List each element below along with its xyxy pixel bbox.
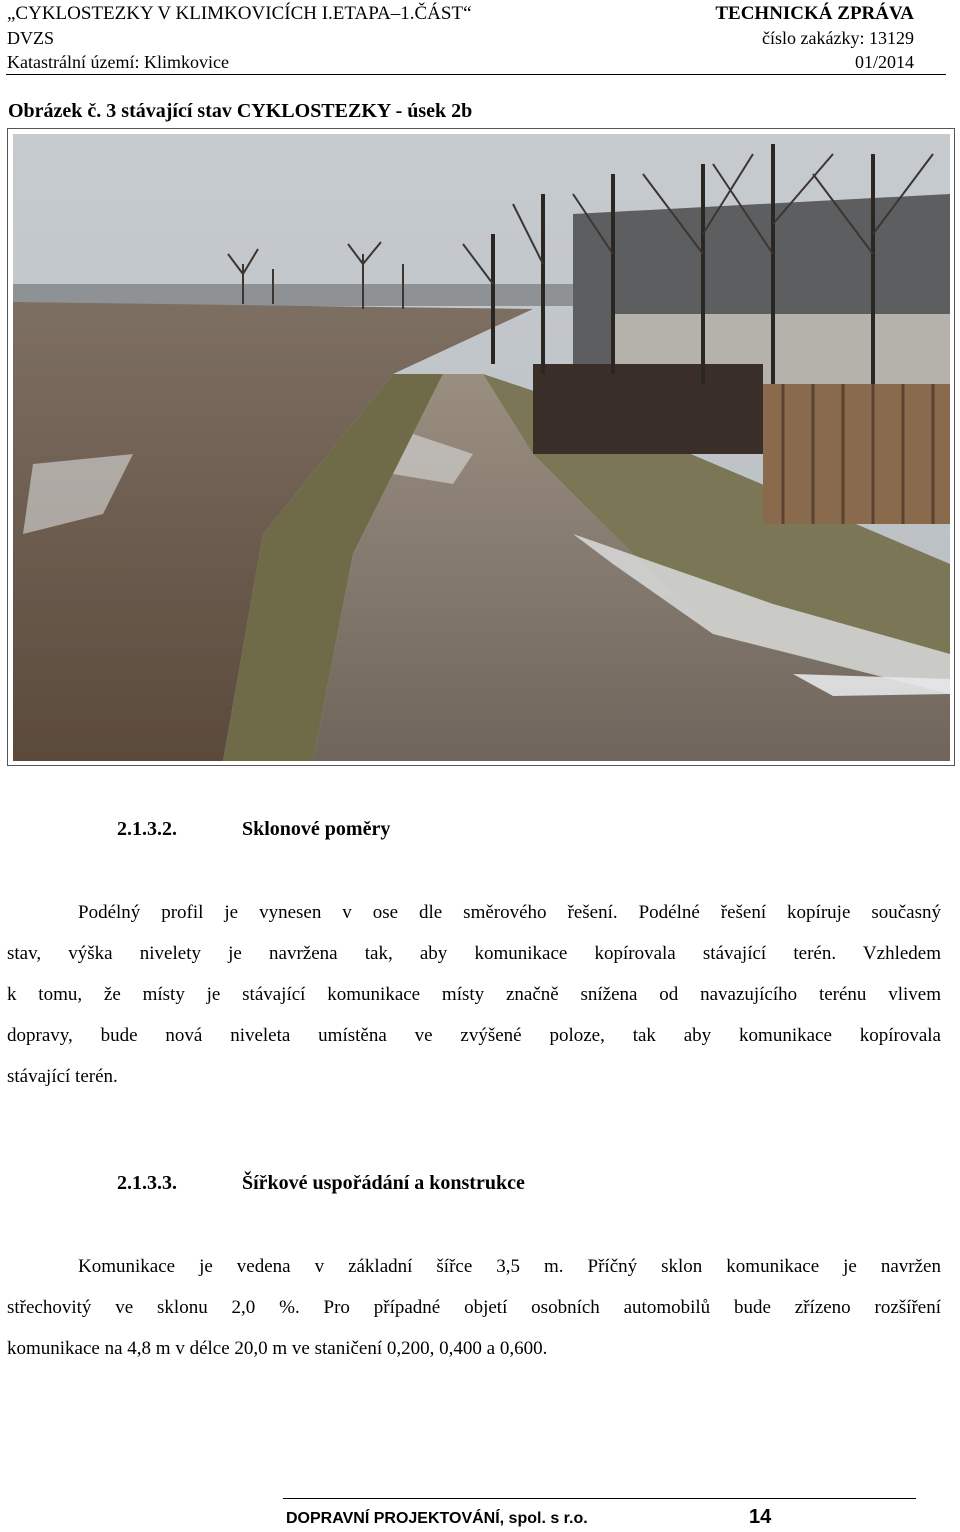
paragraph-line: k tomu, že místy je stávající komunikace místy značně snížena od navazujícího terénu vlivem: [7, 984, 941, 1005]
cadastral-area: Katastrální území: Klimkovice: [7, 52, 229, 72]
footer-divider: [283, 1498, 916, 1499]
page-number: 14: [749, 1506, 772, 1528]
figure-frame: [7, 128, 955, 766]
section-number: 2.1.3.2.: [117, 818, 177, 840]
stage-label: DVZS: [7, 28, 55, 48]
header-row-stage: [7, 27, 914, 49]
order-number: číslo zakázky: 13129: [762, 28, 914, 48]
paragraph-line: Podélný profil je vynesen v ose dle směrového řešení. Podélné řešení kopíruje současný: [78, 902, 941, 923]
header-divider: [6, 74, 946, 75]
paragraph-line: dopravy, bude nová niveleta umístěna ve zvýšené poloze, tak aby komunikace kopírovala: [7, 1025, 941, 1046]
paragraph-line: střechovitý ve sklonu 2,0 %. Pro případné objetí osobních automobilů bude zřízeno rozšíření: [7, 1297, 941, 1318]
section-title: Sklonové poměry: [242, 818, 391, 840]
project-title: „CYKLOSTEZKY V KLIMKOVICÍCH I.ETAPA–1.ČÁST“: [7, 3, 472, 24]
header-row-title: [7, 3, 914, 25]
doc-type: TECHNICKÁ ZPRÁVA: [715, 3, 914, 24]
footer-company: DOPRAVNÍ PROJEKTOVÁNÍ, spol. s r.o.: [286, 1510, 588, 1527]
figure-photo: [13, 134, 950, 761]
paragraph: [7, 1246, 941, 1369]
document-date: 01/2014: [854, 52, 914, 72]
paragraph-line: stávající terén.: [7, 1066, 118, 1087]
section-number: 2.1.3.3.: [117, 1172, 177, 1194]
paragraph-line: Komunikace je vedena v základní šířce 3,5 m. Příčný sklon komunikace je navržen: [78, 1256, 941, 1277]
section-title: Šířkové uspořádání a konstrukce: [242, 1172, 525, 1194]
header-row-area: [7, 51, 914, 73]
figure-caption: Obrázek č. 3 stávající stav CYKLOSTEZKY - úsek 2b: [8, 100, 473, 122]
paragraph: [7, 892, 941, 1097]
paragraph-line: komunikace na 4,8 m v délce 20,0 m ve staničení 0,200, 0,400 a 0,600.: [7, 1338, 548, 1359]
paragraph-line: stav, výška nivelety je navržena tak, aby komunikace kopírovala stávající terén. Vzhledem: [7, 943, 941, 964]
